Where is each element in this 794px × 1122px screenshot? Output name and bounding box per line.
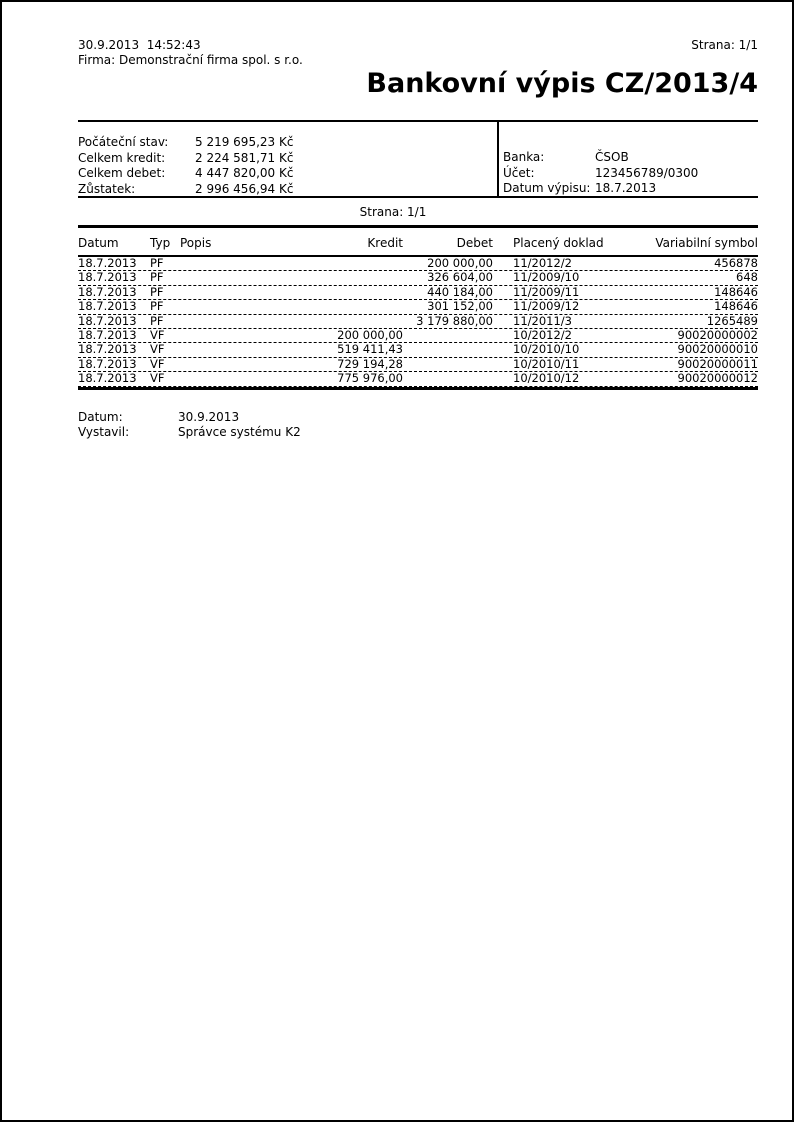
cell-datum: 18.7.2013 xyxy=(78,327,137,342)
cell-datum: 18.7.2013 xyxy=(78,284,137,299)
summary-box xyxy=(78,120,758,198)
company-line: Firma: Demonstrační firma spol. s r.o. xyxy=(78,53,303,67)
cell-kredit: 775 976,00 xyxy=(337,371,403,386)
report-title: Bankovní výpis CZ/2013/4 xyxy=(366,68,758,99)
summary-columns xyxy=(78,122,758,196)
cell-typ: VF xyxy=(150,371,165,386)
cell-variabilni-symbol: 648 xyxy=(736,270,758,285)
table-row xyxy=(78,286,758,300)
table-row xyxy=(78,271,758,285)
summary-value: 123456789/0300 xyxy=(595,165,699,180)
footer-value: Správce systému K2 xyxy=(178,425,301,440)
col-datum: Datum xyxy=(78,236,119,250)
cell-placeny-doklad: 11/2009/10 xyxy=(513,270,580,285)
transactions-table xyxy=(78,225,758,390)
cell-variabilni-symbol: 148646 xyxy=(714,299,758,314)
cell-datum: 18.7.2013 xyxy=(78,299,137,314)
cell-placeny-doklad: 10/2010/11 xyxy=(513,356,580,371)
summary-value: 2 224 581,71 Kč xyxy=(195,150,294,165)
cell-typ: PF xyxy=(150,256,164,270)
cell-typ: PF xyxy=(150,313,164,328)
page-number: Strana: 1/1 xyxy=(691,38,758,52)
cell-datum: 18.7.2013 xyxy=(78,342,137,357)
cell-kredit: 729 194,28 xyxy=(337,356,403,371)
cell-typ: VF xyxy=(150,327,165,342)
cell-datum: 18.7.2013 xyxy=(78,270,137,285)
summary-row xyxy=(78,166,497,182)
summary-value: ČSOB xyxy=(595,150,629,164)
cell-typ: PF xyxy=(150,299,164,314)
cell-variabilni-symbol: 148646 xyxy=(714,284,758,299)
report-header xyxy=(78,38,758,53)
col-popis: Popis xyxy=(180,236,212,250)
table-row xyxy=(78,300,758,314)
page-number-center: Strana: 1/1 xyxy=(359,205,427,219)
cell-variabilni-symbol: 90020000011 xyxy=(677,356,758,371)
summary-row xyxy=(78,182,497,198)
summary-label: Celkem kredit: xyxy=(78,150,166,165)
table-row xyxy=(78,257,758,271)
cell-debet: 301 152,00 xyxy=(427,299,493,314)
cell-placeny-doklad: 11/2009/12 xyxy=(513,299,580,314)
col-placeny-doklad: Placený doklad xyxy=(513,236,604,250)
cell-kredit: 200 000,00 xyxy=(337,327,403,342)
summary-row xyxy=(503,150,758,166)
summary-label: Účet: xyxy=(503,165,535,180)
report-footer xyxy=(78,410,758,441)
col-typ: Typ xyxy=(150,236,171,250)
table-row xyxy=(78,372,758,386)
table-header xyxy=(78,225,758,257)
cell-datum: 18.7.2013 xyxy=(78,313,137,328)
print-timestamp: 30.9.2013 14:52:43 xyxy=(78,38,201,52)
cell-debet: 440 184,00 xyxy=(427,284,493,299)
cell-placeny-doklad: 10/2012/2 xyxy=(513,327,572,342)
summary-value: 5 219 695,23 Kč xyxy=(195,135,294,149)
table-row xyxy=(78,315,758,329)
cell-placeny-doklad: 11/2012/2 xyxy=(513,256,572,270)
summary-label: Počáteční stav: xyxy=(78,135,169,149)
summary-label: Banka: xyxy=(503,150,545,164)
cell-placeny-doklad: 10/2010/12 xyxy=(513,371,580,386)
footer-row xyxy=(78,425,758,441)
summary-row xyxy=(78,135,497,151)
summary-value: 2 996 456,94 Kč xyxy=(195,181,294,196)
cell-datum: 18.7.2013 xyxy=(78,256,137,270)
cell-debet: 3 179 880,00 xyxy=(416,313,493,328)
summary-label: Zůstatek: xyxy=(78,181,136,196)
summary-bank-info xyxy=(497,122,758,196)
cell-variabilni-symbol: 90020000012 xyxy=(677,371,758,386)
col-kredit: Kredit xyxy=(367,236,403,250)
cell-placeny-doklad: 11/2009/11 xyxy=(513,284,580,299)
table-row xyxy=(78,343,758,357)
footer-label: Vystavil: xyxy=(78,425,130,440)
cell-placeny-doklad: 10/2010/10 xyxy=(513,342,580,357)
report-content xyxy=(78,38,758,441)
cell-typ: VF xyxy=(150,342,165,357)
col-variabilni-symbol: Variabilní symbol xyxy=(655,236,758,250)
col-debet: Debet xyxy=(456,236,493,250)
cell-datum: 18.7.2013 xyxy=(78,371,137,386)
cell-typ: VF xyxy=(150,356,165,371)
cell-debet: 200 000,00 xyxy=(427,256,493,270)
footer-value: 30.9.2013 xyxy=(178,409,240,424)
cell-variabilni-symbol: 456878 xyxy=(714,256,758,270)
table-row xyxy=(78,358,758,372)
summary-value: 4 447 820,00 Kč xyxy=(195,166,294,180)
cell-typ: PF xyxy=(150,284,164,299)
summary-row xyxy=(503,181,758,197)
footer-row xyxy=(78,410,758,426)
summary-divider xyxy=(497,122,499,196)
cell-variabilni-symbol: 90020000002 xyxy=(677,327,758,342)
cell-kredit: 519 411,43 xyxy=(337,342,403,357)
summary-label: Celkem debet: xyxy=(78,166,166,180)
summary-totals xyxy=(78,122,497,196)
summary-label: Datum výpisu: xyxy=(503,181,591,195)
cell-typ: PF xyxy=(150,270,164,285)
table-body xyxy=(78,257,758,390)
cell-variabilni-symbol: 1265489 xyxy=(706,313,758,328)
summary-row xyxy=(503,166,758,182)
cell-variabilni-symbol: 90020000010 xyxy=(677,342,758,357)
table-row xyxy=(78,329,758,343)
summary-value: 18.7.2013 xyxy=(595,181,657,195)
cell-debet: 326 604,00 xyxy=(427,270,493,285)
cell-datum: 18.7.2013 xyxy=(78,356,137,371)
footer-label: Datum: xyxy=(78,409,123,424)
summary-row xyxy=(78,151,497,167)
cell-placeny-doklad: 11/2011/3 xyxy=(513,313,572,328)
